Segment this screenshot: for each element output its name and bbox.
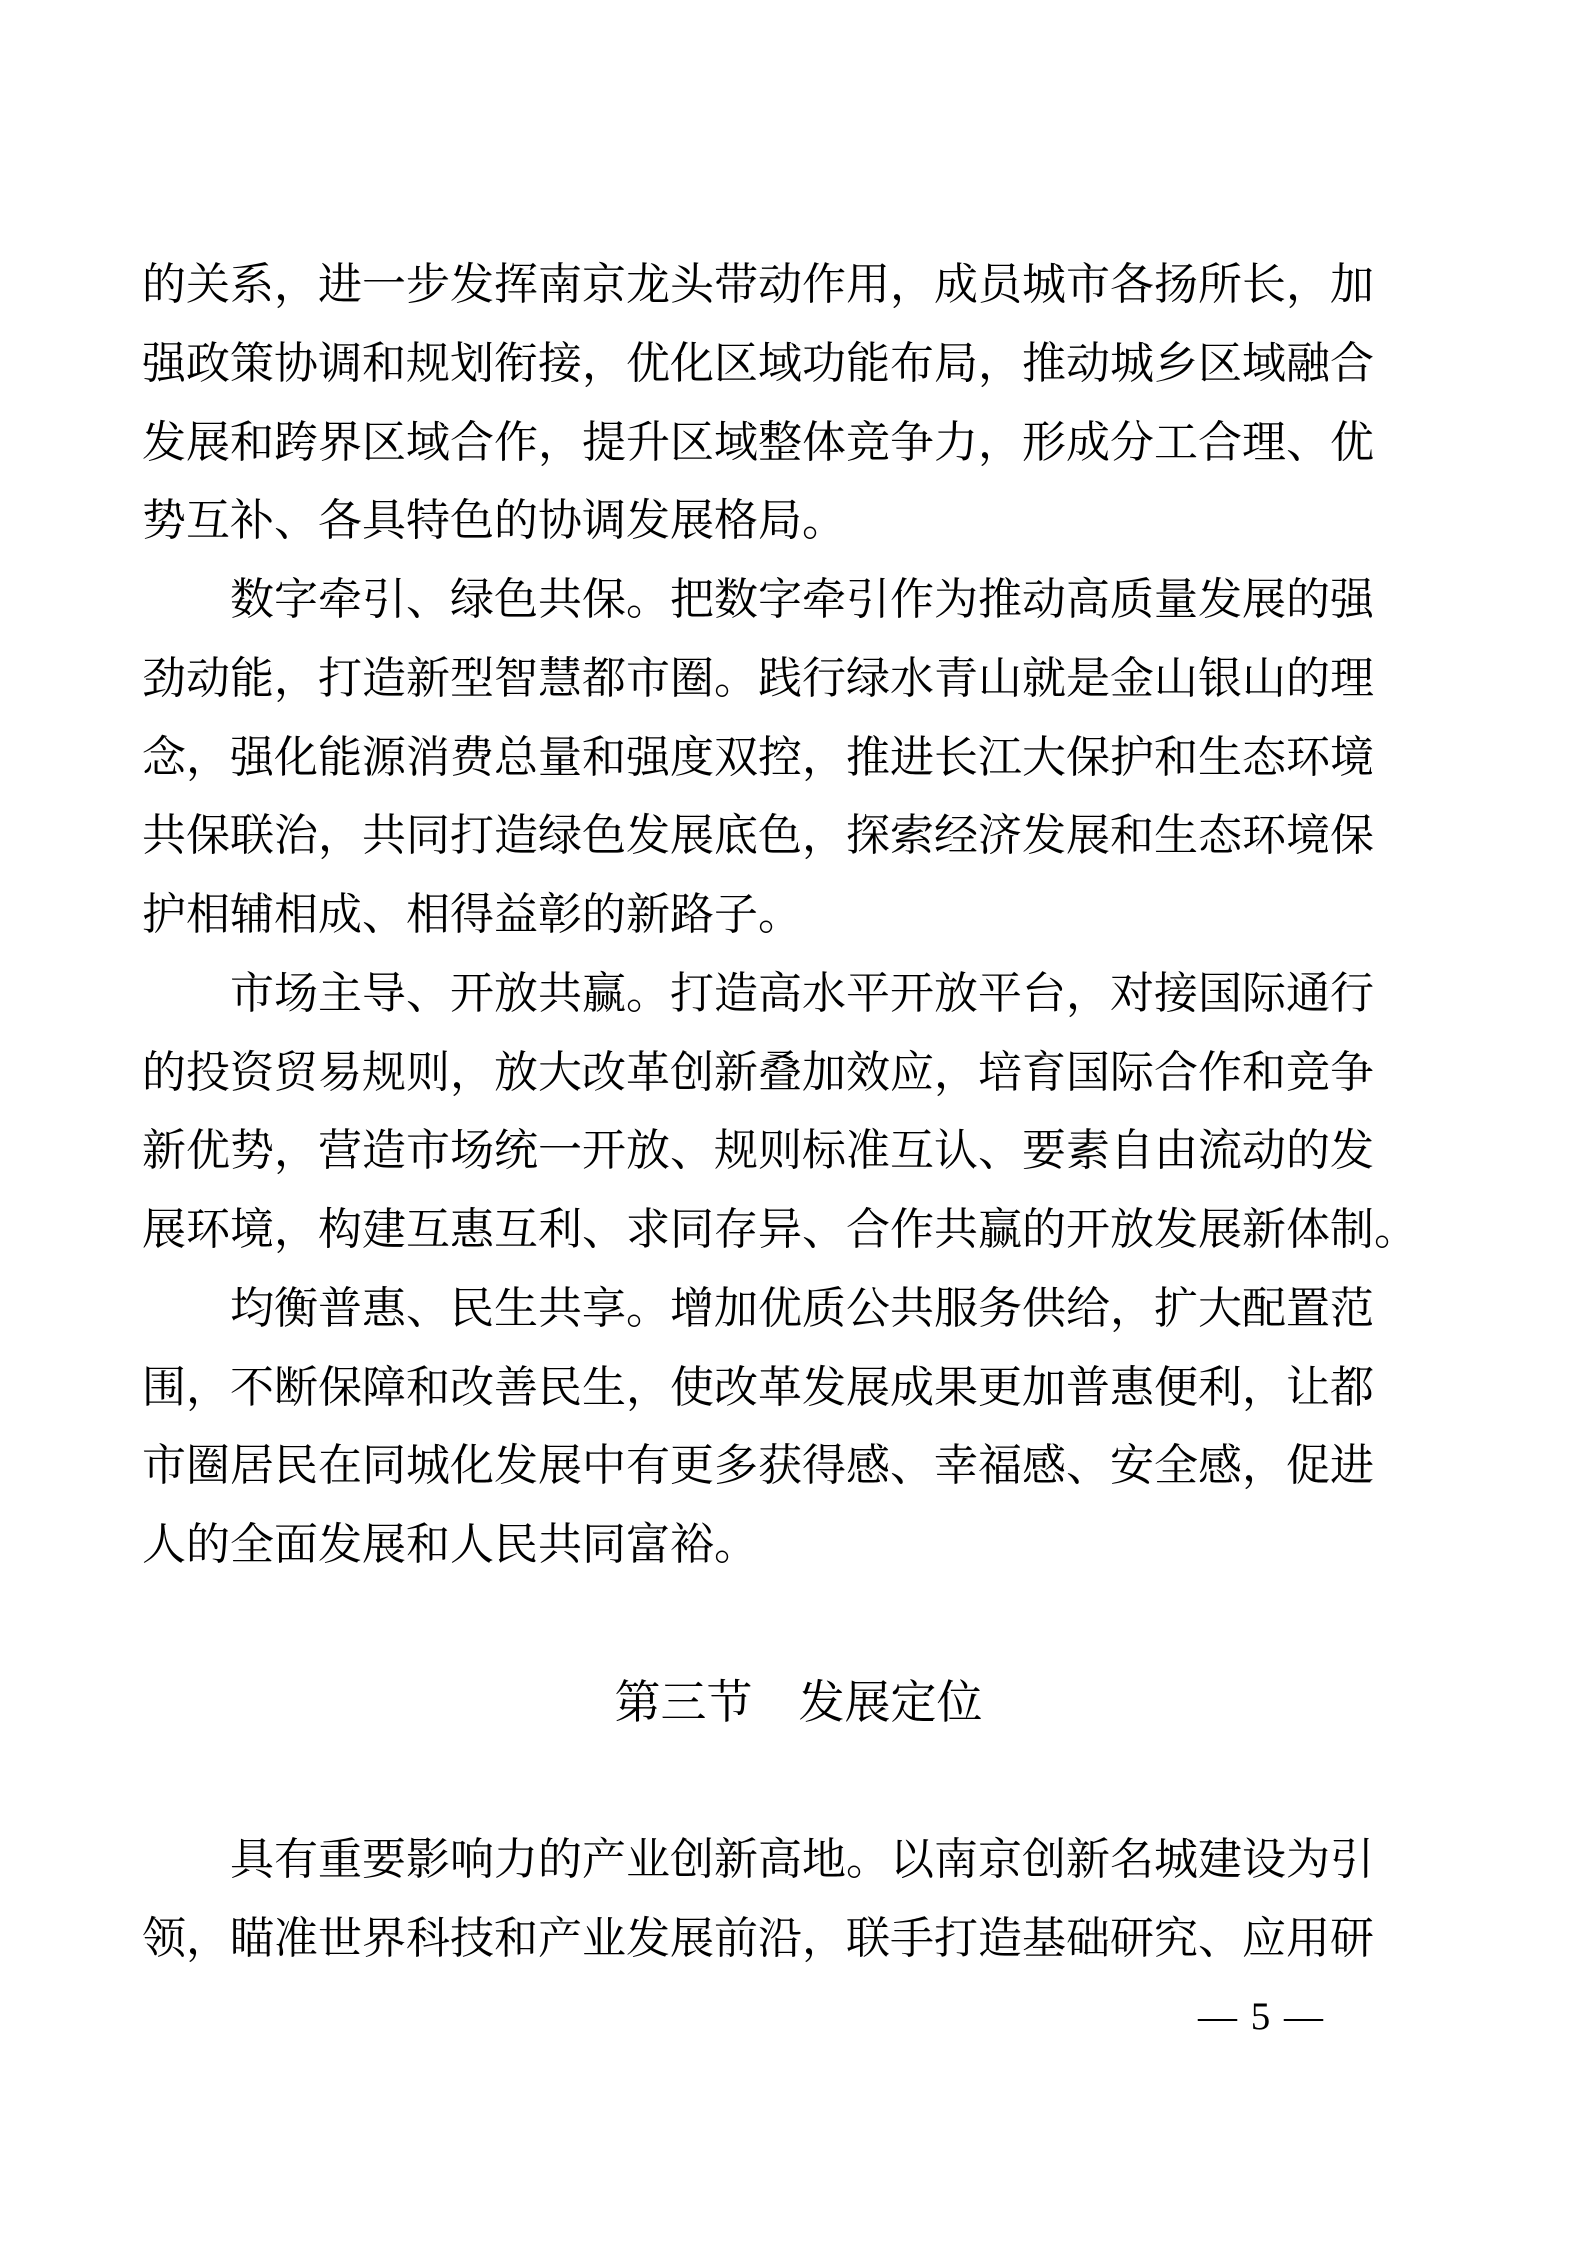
page-number-footer: — 5 — [1198, 1995, 1325, 2038]
body-text-line: 围，不断保障和改善民生，使改革发展成果更加普惠便利，让都 [142, 1362, 1374, 1412]
body-text-line: 均衡普惠、民生共享。增加优质公共服务供给，扩大配置范 [230, 1283, 1374, 1333]
body-text-line: 共保联治，共同打造绿色发展底色，探索经济发展和生态环境保 [142, 811, 1374, 861]
body-text-line: 展环境，构建互惠互利、求同存异、合作共赢的开放发展新体制。 [142, 1205, 1418, 1254]
body-text-line: 势互补、各具特色的协调发展格局。 [142, 496, 846, 546]
body-text-line: 的投资贸易规则，放大改革创新叠加效应，培育国际合作和竞争 [142, 1047, 1374, 1097]
body-text-line: 的关系，进一步发挥南京龙头带动作用，成员城市各扬所长，加 [142, 260, 1374, 309]
body-text-line: 新优势，营造市场统一开放、规则标准互认、要素自由流动的发 [142, 1126, 1374, 1176]
body-text-line: 人的全面发展和人民共同富裕。 [142, 1520, 758, 1569]
body-text-line: 护相辅相成、相得益彰的新路子。 [142, 890, 802, 939]
body-paragraphs-bottom [142, 1821, 1375, 1979]
body-text-line: 数字牵引、绿色共保。把数字牵引作为推动高质量发展的强 [230, 575, 1374, 624]
body-text-line: 市场主导、开放共赢。打造高水平开放平台，对接国际通行 [230, 968, 1374, 1018]
body-paragraphs-top [142, 246, 1418, 1585]
body-text-line: 具有重要影响力的产业创新高地。以南京创新名城建设为引 [230, 1835, 1374, 1884]
text-block [142, 246, 1418, 1979]
section-heading: 第三节 发展定位 [614, 1676, 983, 1728]
body-text-line: 强政策协调和规划衔接，优化区域功能布局，推动城乡区域融合 [142, 338, 1374, 388]
body-text-line: 市圈居民在同城化发展中有更多获得感、幸福感、安全感，促进 [142, 1441, 1374, 1491]
body-text-line: 劲动能，打造新型智慧都市圈。践行绿水青山就是金山银山的理 [142, 653, 1374, 703]
body-text-line: 领，瞄准世界科技和产业发展前沿，联手打造基础研究、应用研 [142, 1913, 1374, 1963]
body-text-line: 念，强化能源消费总量和强度双控，推进长江大保护和生态环境 [142, 732, 1374, 782]
body-text-line: 发展和跨界区域合作，提升区域整体竞争力，形成分工合理、优 [142, 417, 1374, 467]
